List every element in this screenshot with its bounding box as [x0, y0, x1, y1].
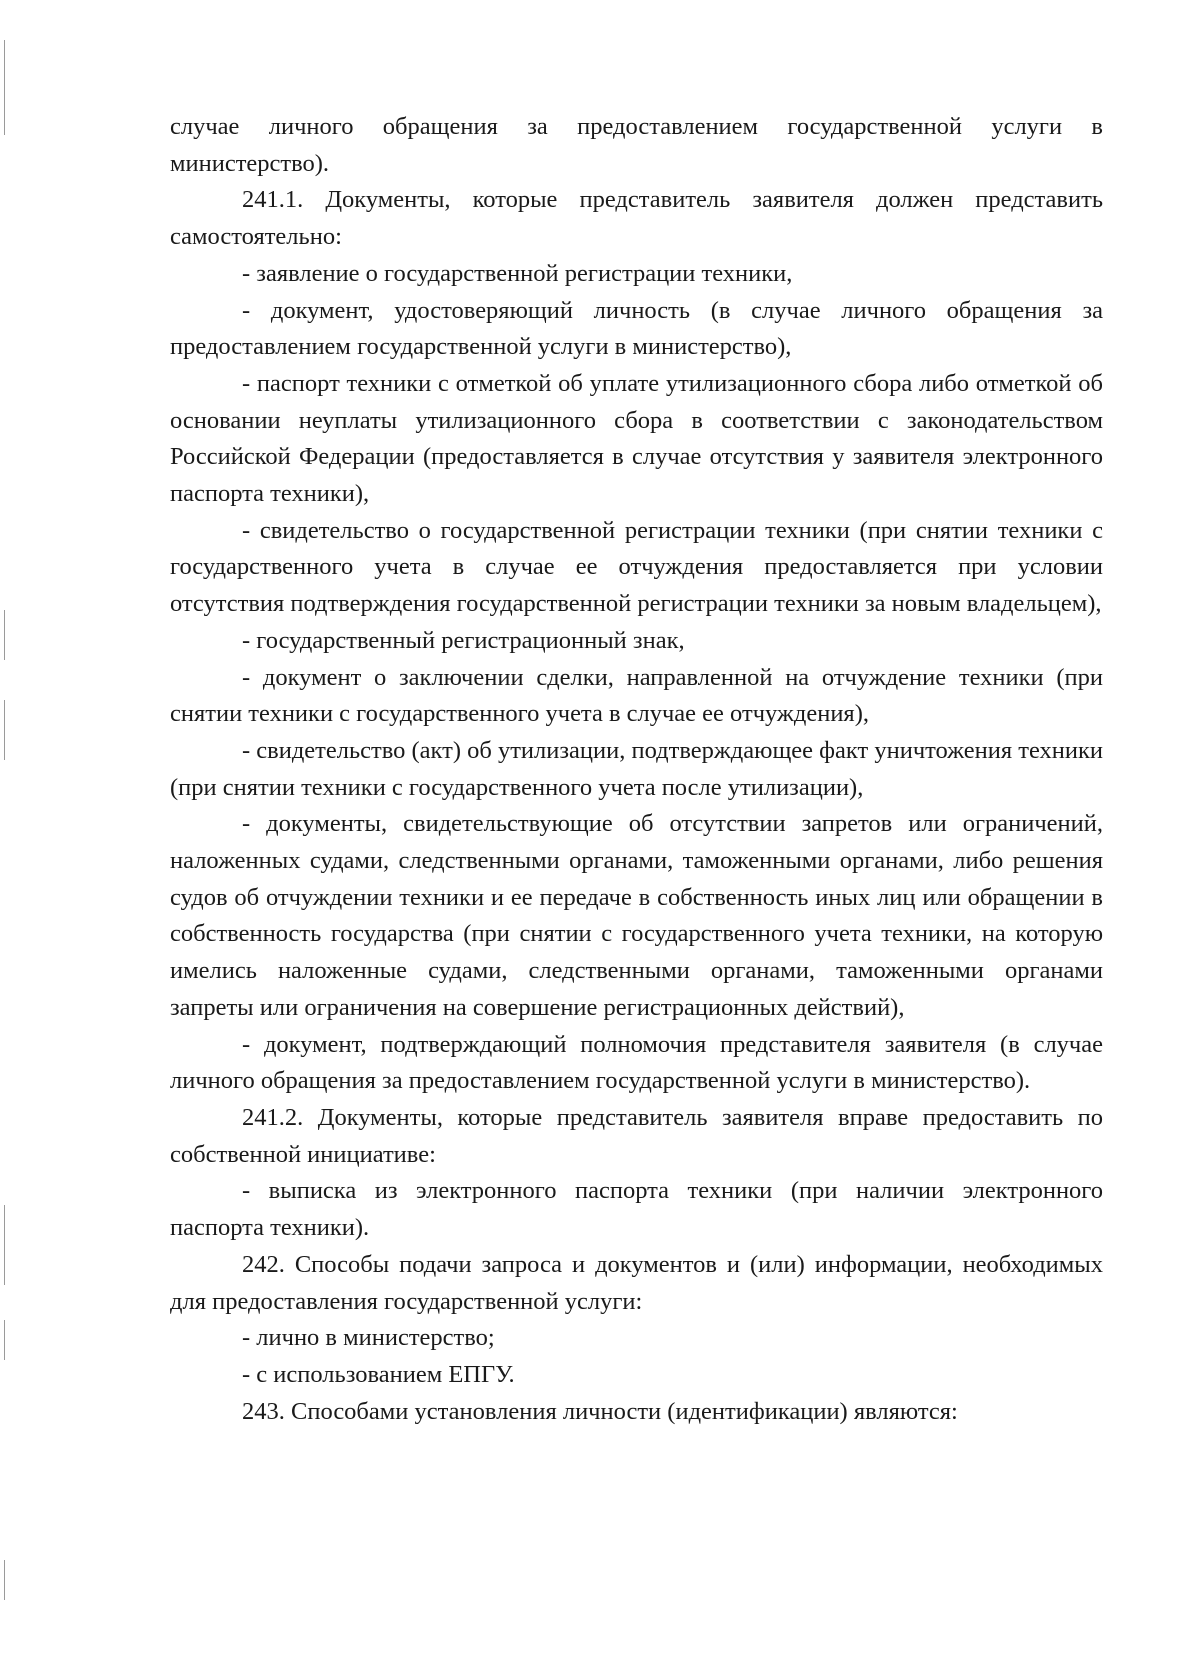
list-item: - государственный регистрационный знак, [242, 626, 685, 654]
scan-edge-mark [4, 1560, 5, 1600]
list-item: - заявление о государственной регистрации техники, [242, 259, 793, 287]
list-item: - выписка из электронного паспорта техники (при наличии электронного паспорта техники). [170, 1177, 1103, 1242]
list-item: - свидетельство о государственной регистрации техники (при снятии техники с государственного учета в случае ее отчуждения предоставляется при условии отсутствия подтверждения государственной регистрации техники за новым владельцем), [170, 516, 1103, 618]
list-item: - документ, удостоверяющий личность (в случае личного обращения за предоставлением государственной услуги в министерство), [170, 296, 1103, 361]
list-item: - лично в министерство; [242, 1324, 495, 1352]
paragraph-continuation: случае личного обращения за предоставлением государственной услуги в министерство). [170, 113, 1103, 177]
scan-edge-mark [4, 1205, 5, 1285]
list-item: - документ, подтверждающий полномочия представителя заявителя (в случае личного обращения за предоставлением государственной услуги в министерство). [170, 1030, 1103, 1095]
scan-edge-mark [4, 700, 5, 760]
scan-edge-mark [4, 610, 5, 660]
paragraph-241-1: 241.1. Документы, которые представитель заявителя должен представить самостоятельно: [170, 186, 1103, 251]
list-item: - документ о заключении сделки, направленной на отчуждение техники (при снятии техники с государственного учета в случае ее отчуждения), [170, 663, 1103, 728]
list-item: - документы, свидетельствующие об отсутствии запретов или ограничений, наложенных судами, следственными органами, таможенными органами, либо решения судов об отчуждении техники и ее передаче в собственность иных лиц или обращении в собственность государства (при снятии с государственного учета техники, на которую имелись наложенные судами, следственными органами, таможенными органами запреты или ограничения на совершение регистрационных действий), [170, 810, 1103, 1021]
paragraph-242: 242. Способы подачи запроса и документов и (или) информации, необходимых для предоставления государственной услуги: [170, 1250, 1103, 1315]
list-item: - паспорт техники с отметкой об уплате утилизационного сбора либо отметкой об основании неуплаты утилизационного сбора в соответствии с законодательством Российской Федерации (предоставляется в случае отсутствия у заявителя электронного паспорта техники), [170, 369, 1103, 508]
scan-edge-mark [4, 1320, 5, 1360]
document-body [170, 109, 1103, 1430]
scan-edge-mark [4, 40, 5, 135]
list-item: - с использованием ЕПГУ. [242, 1360, 515, 1388]
paragraph-243: 243. Способами установления личности (идентификации) являются: [242, 1397, 958, 1425]
list-item: - свидетельство (акт) об утилизации, подтверждающее факт уничтожения техники (при снятии техники с государственного учета после утилизации), [170, 736, 1104, 801]
paragraph-241-2: 241.2. Документы, которые представитель заявителя вправе предоставить по собственной инициативе: [170, 1103, 1103, 1168]
